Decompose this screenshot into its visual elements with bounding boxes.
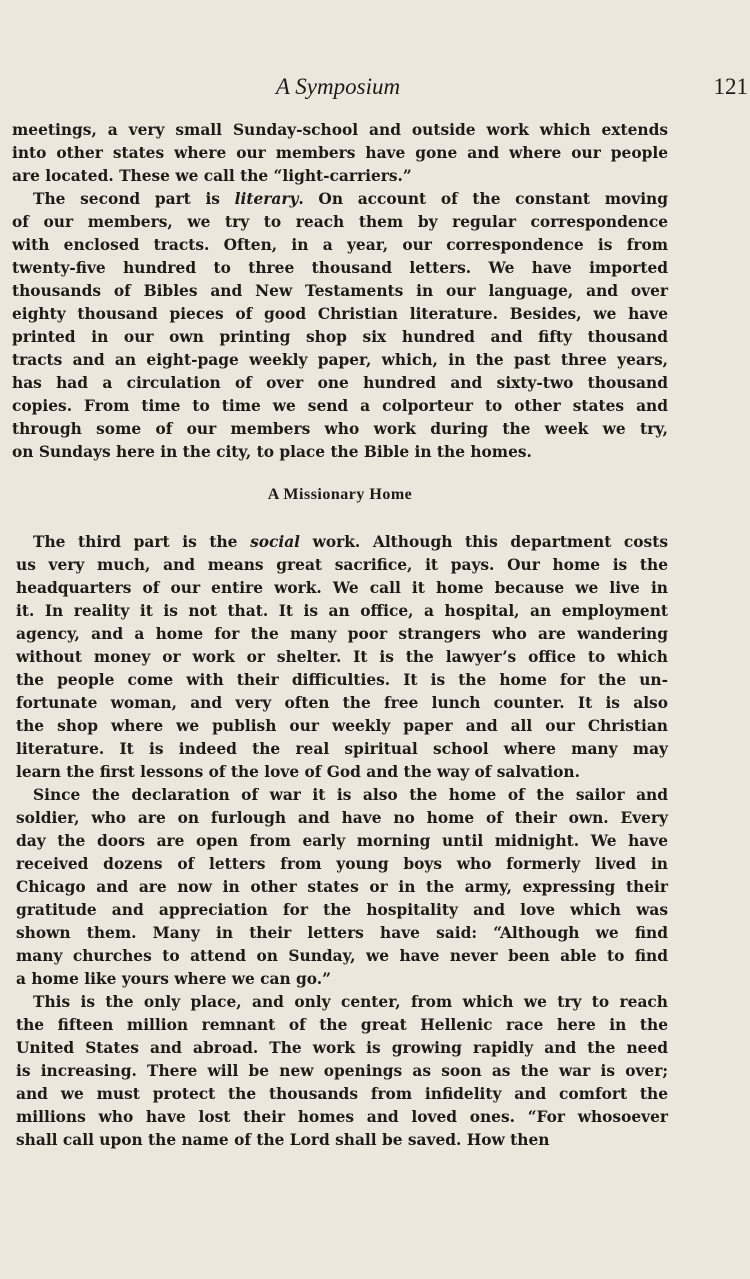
text-line: Since the declaration of war it is also the home of the sailor and bbox=[33, 786, 668, 804]
text-line: is increasing. There will be new openings as soon as the war is over; bbox=[16, 1062, 668, 1080]
text-line: us very much, and means great sacrifice, it pays. Our home is the bbox=[16, 556, 668, 574]
text-line: The third part is the social work. Although this department costs bbox=[33, 533, 668, 551]
text-line: twenty-five hundred to three thousand letters. We have imported bbox=[12, 259, 668, 277]
italic-term: literary bbox=[234, 190, 299, 208]
text-line: has had a circulation of over one hundred and sixty-two thousand bbox=[12, 374, 668, 392]
text-line: the people come with their difficulties. It is the home for the un- bbox=[16, 671, 668, 689]
text-line: literature. It is indeed the real spiritual school where many may bbox=[16, 740, 668, 758]
text-line: Chicago and are now in other states or in the army, expressing their bbox=[16, 878, 668, 896]
text-line: the fifteen million remnant of the great Hellenic race here in the bbox=[16, 1016, 668, 1034]
section-heading: A Missionary Home bbox=[267, 486, 413, 503]
text-line: The second part is literary. On account of the constant moving bbox=[33, 190, 669, 208]
text-line: a home like yours where we can go.” bbox=[16, 970, 332, 988]
text-line: on Sundays here in the city, to place the Bible in the homes. bbox=[12, 443, 532, 461]
running-head bbox=[12, 70, 748, 104]
text-line: of our members, we try to reach them by regular correspondence bbox=[12, 213, 668, 231]
text-line: headquarters of our entire work. We call it home because we live in bbox=[16, 579, 668, 597]
text-line: copies. From time to time we send a colporteur to other states and bbox=[12, 397, 668, 415]
text-line: eighty thousand pieces of good Christian literature. Besides, we have bbox=[12, 305, 668, 323]
text-line: millions who have lost their homes and loved ones. “For whosoever bbox=[16, 1108, 668, 1126]
italic-term: social bbox=[250, 533, 301, 551]
text-line: shall call upon the name of the Lord shall be saved. How then bbox=[16, 1131, 550, 1149]
text-line: meetings, a very small Sunday-school and outside work which extends bbox=[12, 121, 668, 139]
text-line: and we must protect the thousands from infidelity and comfort the bbox=[16, 1085, 668, 1103]
text-line: into other states where our members have gone and where our people bbox=[12, 144, 668, 162]
text-line: it. In reality it is not that. It is an office, a hospital, an employment bbox=[16, 602, 668, 620]
book-title: A Symposium bbox=[275, 74, 401, 99]
text-line: the shop where we publish our weekly paper and all our Christian bbox=[16, 717, 668, 735]
text-line: with enclosed tracts. Often, in a year, our correspondence is from bbox=[12, 236, 668, 254]
text-line: shown them. Many in their letters have said: “Although we find bbox=[16, 924, 668, 942]
text-line: received dozens of letters from young boys who formerly lived in bbox=[16, 855, 668, 873]
text-line: United States and abroad. The work is growing rapidly and the need bbox=[16, 1039, 668, 1057]
text-line: learn the first lessons of the love of God and the way of salvation. bbox=[16, 763, 580, 781]
text-line: tracts and an eight-page weekly paper, which, in the past three years, bbox=[12, 351, 668, 369]
text-line: thousands of Bibles and New Testaments in our language, and over bbox=[12, 282, 668, 300]
text-line: soldier, who are on furlough and have no home of their own. Every bbox=[16, 809, 668, 827]
text-line: fortunate woman, and very often the free lunch counter. It is also bbox=[16, 694, 668, 712]
text-line: printed in our own printing shop six hundred and fifty thousand bbox=[12, 328, 668, 346]
body-text bbox=[12, 119, 668, 1152]
text-line: gratitude and appreciation for the hospitality and love which was bbox=[16, 901, 668, 919]
page-number: 121 bbox=[713, 74, 748, 99]
text-line: without money or work or shelter. It is the lawyer’s office to which bbox=[16, 648, 668, 666]
text-line: agency, and a home for the many poor strangers who are wandering bbox=[16, 625, 668, 643]
text-line: This is the only place, and only center, from which we try to reach bbox=[33, 993, 668, 1011]
text-line: are located. These we call the “light-carriers.” bbox=[12, 167, 412, 185]
text-line: through some of our members who work during the week we try, bbox=[12, 420, 668, 438]
text-line: many churches to attend on Sunday, we have never been able to find bbox=[16, 947, 668, 965]
text-line: day the doors are open from early morning until midnight. We have bbox=[16, 832, 668, 850]
